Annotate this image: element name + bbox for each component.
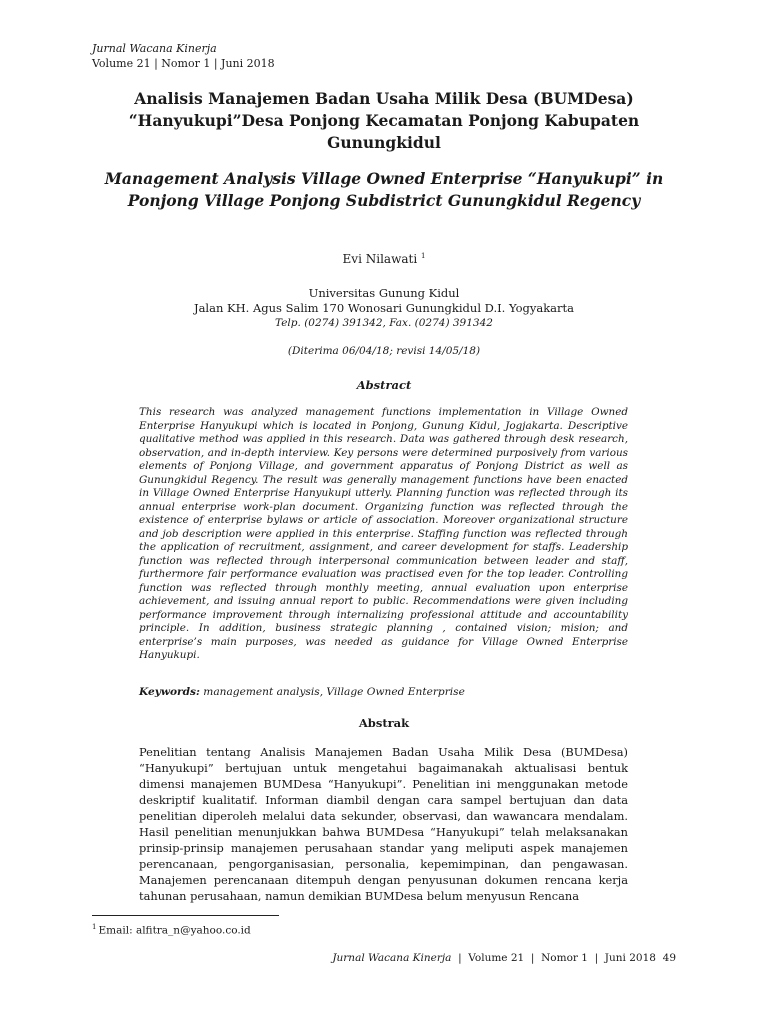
title-english-line-1: Management Analysis Village Owned Enterprise “Hanyukupi” in xyxy=(104,169,664,188)
footnote-mark: 1 xyxy=(92,923,97,931)
title-indonesian xyxy=(92,88,676,154)
keywords-label: Keywords: xyxy=(139,686,200,698)
abstrak-heading: Abstrak xyxy=(358,716,410,730)
author-name: Evi Nilawati xyxy=(342,252,418,266)
author xyxy=(92,252,676,266)
abstract-body: This research was analyzed management functions implementation in Village Owned Enterprise Hanyukupi which is located in Ponjong, Gunung Kidul, Jogjakarta. Descriptive qualitative method was applied in this research. Data was gathered through desk research, observation, and in-depth interview. Key persons were determined purposively from various elements of Ponjong Village, and government apparatus of Ponjong District as well as Gunungkidul Regency. The result was generally management functions have been enacted in Village Owned Enterprise Hanyukupi utterly. Planning function was reflected through its annual enterprise work-plan document. Organizing function was reflected through the existence of enterprise bylaws or article of association. Moreover organizational structure and job description were applied in this enterprise. Staffing function was reflected through the application of recruitment, assignment, and career development for staffs. Leadership function was reflected through interpersonal communication between leader and staff, furthermore fair performance evaluation was practised even for the top leader. Controlling function was reflected through monthly meeting, annual evaluation upon enterprise achievement, and issuing annual report to public. Recommendations were given including performance improvement through internalizing professional attitude and accountability principle. In addition, business strategic planning , contained vision; mision; and enterprise’s main purposes, was needed as guidance for Village Owned Enterprise Hanyukupi. xyxy=(139,406,628,661)
footnote-divider xyxy=(92,915,279,916)
running-head xyxy=(92,41,275,71)
abstract-heading: Abstract xyxy=(356,378,412,392)
affiliation-address: Jalan KH. Agus Salim 170 Wonosari Gunungkidul D.I. Yogyakarta xyxy=(193,301,575,315)
received-dates: (Diterima 06/04/18; revisi 14/05/18) xyxy=(287,345,481,357)
page-footer xyxy=(332,952,676,964)
affiliation-phone: Telp. (0274) 391342, Fax. (0274) 391342 xyxy=(275,317,493,329)
running-head-volume: Volume 21 | Nomor 1 | Juni 2018 xyxy=(92,57,275,70)
author-footnote-mark: 1 xyxy=(420,252,426,260)
keywords-text: management analysis, Village Owned Enterprise xyxy=(199,686,465,698)
running-head-journal: Jurnal Wacana Kinerja xyxy=(92,42,217,55)
title-indonesian-line-2: “Hanyukupi”Desa Ponjong Kecamatan Ponjong Kabupaten xyxy=(128,111,640,130)
title-english xyxy=(92,168,676,212)
footer-volume-page: | Volume 21 | Nomor 1 | Juni 2018 49 xyxy=(451,952,676,964)
footer-journal: Jurnal Wacana Kinerja xyxy=(332,952,452,964)
keywords xyxy=(139,686,628,698)
footnote xyxy=(92,923,251,937)
abstrak-body: Penelitian tentang Analisis Manajemen Badan Usaha Milik Desa (BUMDesa) “Hanyukupi” bertujuan untuk mengetahui bagaimanakah aktualisasi bentuk dimensi manajemen BUMDesa “Hanyukupi”. Penelitian ini menggunakan metode deskriptif kualitatif. Informan diambil dengan cara sampel bertujuan dan data penelitian diperoleh melalui data sekunder, observasi, dan wawancara mendalam. Hasil penelitian menunjukkan bahwa BUMDesa “Hanyukupi” telah melaksanakan prinsip-prinsip manajemen perusahaan standar yang meliputi aspek manajemen perencanaan, pengorganisasian, personalia, kepemimpinan, dan pengawasan. Manajemen perencanaan ditempuh dengan penyusunan dokumen rencana kerja tahunan perusahaan, namun demikian BUMDesa belum menyusun Rencana xyxy=(139,745,628,903)
title-indonesian-line-1: Analisis Manajemen Badan Usaha Milik Desa (BUMDesa) xyxy=(134,89,634,108)
title-indonesian-line-3: Gunungkidul xyxy=(327,133,441,152)
footnote-email: Email: alfitra_n@yahoo.co.id xyxy=(98,924,251,937)
affiliation xyxy=(92,286,676,331)
title-english-line-2: Ponjong Village Ponjong Subdistrict Gunungkidul Regency xyxy=(127,191,641,210)
affiliation-institution: Universitas Gunung Kidul xyxy=(308,286,460,300)
